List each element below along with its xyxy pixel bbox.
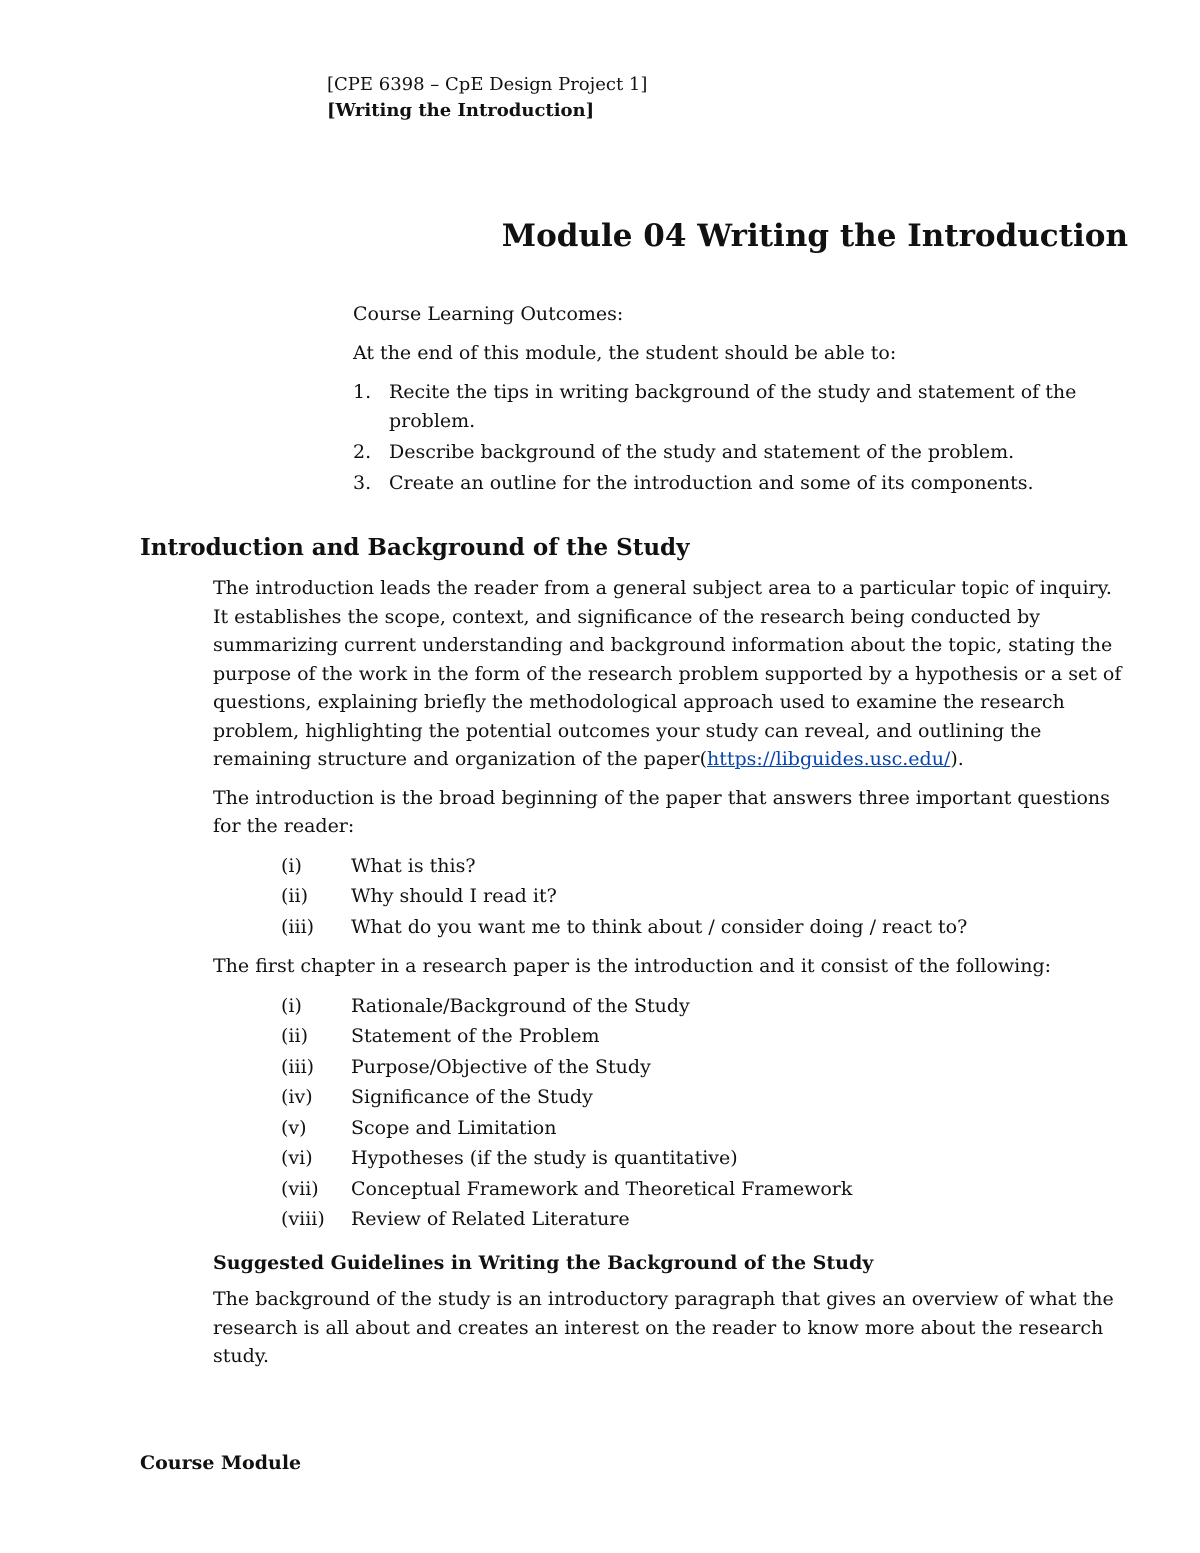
- component-item: [213, 1021, 1128, 1052]
- questions-list: [213, 851, 1128, 943]
- component-text: Significance of the Study: [351, 1086, 593, 1108]
- question-item: [213, 881, 1128, 912]
- intro-paragraph-end: ).: [950, 748, 964, 770]
- section-body: [213, 574, 1128, 1381]
- intro-paragraph-text: The introduction leads the reader from a general subject area to a particular topic of inquiry. It establishes the scope, context, and significance of the research being conducted by summarizing current understanding and background information about the topic, stating the purpose of the work in the form of the research problem supported by a hypothesis or a set of questions, explaining briefly the methodological approach used to examine the research problem, highlighting the potential outcomes your study can reveal, and outlining the remaining structure and organization of the paper(: [213, 577, 1122, 770]
- component-item: [213, 1174, 1128, 1205]
- component-item: [213, 991, 1128, 1022]
- component-text: Conceptual Framework and Theoretical Framework: [351, 1177, 853, 1200]
- question-number: (ii): [281, 885, 308, 907]
- header-topic-line: [Writing the Introduction]: [327, 100, 595, 121]
- component-number: (iv): [281, 1086, 313, 1108]
- components-list: [213, 991, 1128, 1235]
- libguides-link[interactable]: https://libguides.usc.edu/: [707, 748, 951, 770]
- components-intro-paragraph: The first chapter in a research paper is the introduction and it consist of the following:: [213, 955, 1052, 977]
- outcomes-list: [353, 378, 1133, 498]
- learning-outcomes: [353, 300, 1133, 500]
- outcome-text: Create an outline for the introduction and some of its components.: [389, 472, 1034, 494]
- outcome-number: 1.: [353, 381, 372, 403]
- intro-paragraph: [213, 574, 1128, 774]
- question-item: [213, 851, 1128, 882]
- question-number: (i): [281, 854, 302, 877]
- question-text: Why should I read it?: [351, 885, 557, 907]
- question-item: [213, 912, 1128, 943]
- component-text: Review of Related Literature: [351, 1208, 630, 1230]
- outcome-text: Recite the tips in writing background of the study and statement of the problem.: [389, 381, 1077, 432]
- component-number: (i): [281, 994, 302, 1017]
- component-item: [213, 1113, 1128, 1144]
- component-item: [213, 1204, 1128, 1235]
- module-title: Module 04 Writing the Introduction: [501, 218, 1128, 254]
- component-number: (iii): [281, 1055, 315, 1078]
- outcome-item: [353, 378, 1133, 436]
- component-item: [213, 1052, 1128, 1083]
- questions-intro-paragraph: The introduction is the broad beginning of the paper that answers three important questions for the reader:: [213, 786, 1110, 837]
- component-number: (viii): [281, 1208, 325, 1230]
- component-number: (ii): [281, 1025, 308, 1047]
- component-text: Rationale/Background of the Study: [351, 994, 690, 1017]
- page-header: [327, 72, 647, 124]
- header-course-line: [CPE 6398 – CpE Design Project 1]: [327, 74, 648, 95]
- question-text: What do you want me to think about / consider doing / react to?: [351, 915, 968, 938]
- outcome-number: 2.: [353, 441, 372, 463]
- section-heading: Introduction and Background of the Study: [140, 534, 690, 561]
- outcome-item: [353, 438, 1133, 467]
- component-number: (v): [281, 1116, 307, 1139]
- question-number: (iii): [281, 915, 315, 938]
- page-footer: Course Module: [140, 1452, 302, 1474]
- outcome-text: Describe background of the study and statement of the problem.: [389, 441, 1015, 463]
- component-text: Statement of the Problem: [351, 1025, 600, 1047]
- component-text: Hypotheses (if the study is quantitative): [351, 1147, 738, 1169]
- component-number: (vi): [281, 1147, 313, 1169]
- guidelines-paragraph: The background of the study is an introductory paragraph that gives an overview of what the research is all about and creates an interest on the reader to know more about the research study.: [213, 1288, 1114, 1367]
- outcome-number: 3.: [353, 472, 372, 494]
- question-text: What is this?: [351, 854, 476, 877]
- component-item: [213, 1143, 1128, 1174]
- guidelines-heading: Suggested Guidelines in Writing the Background of the Study: [213, 1251, 874, 1274]
- component-text: Purpose/Objective of the Study: [351, 1055, 651, 1078]
- outcomes-label: Course Learning Outcomes:: [353, 303, 624, 325]
- component-number: (vii): [281, 1177, 319, 1200]
- outcomes-intro: At the end of this module, the student should be able to:: [353, 342, 897, 364]
- component-item: [213, 1082, 1128, 1113]
- outcome-item: [353, 469, 1133, 498]
- component-text: Scope and Limitation: [351, 1116, 557, 1139]
